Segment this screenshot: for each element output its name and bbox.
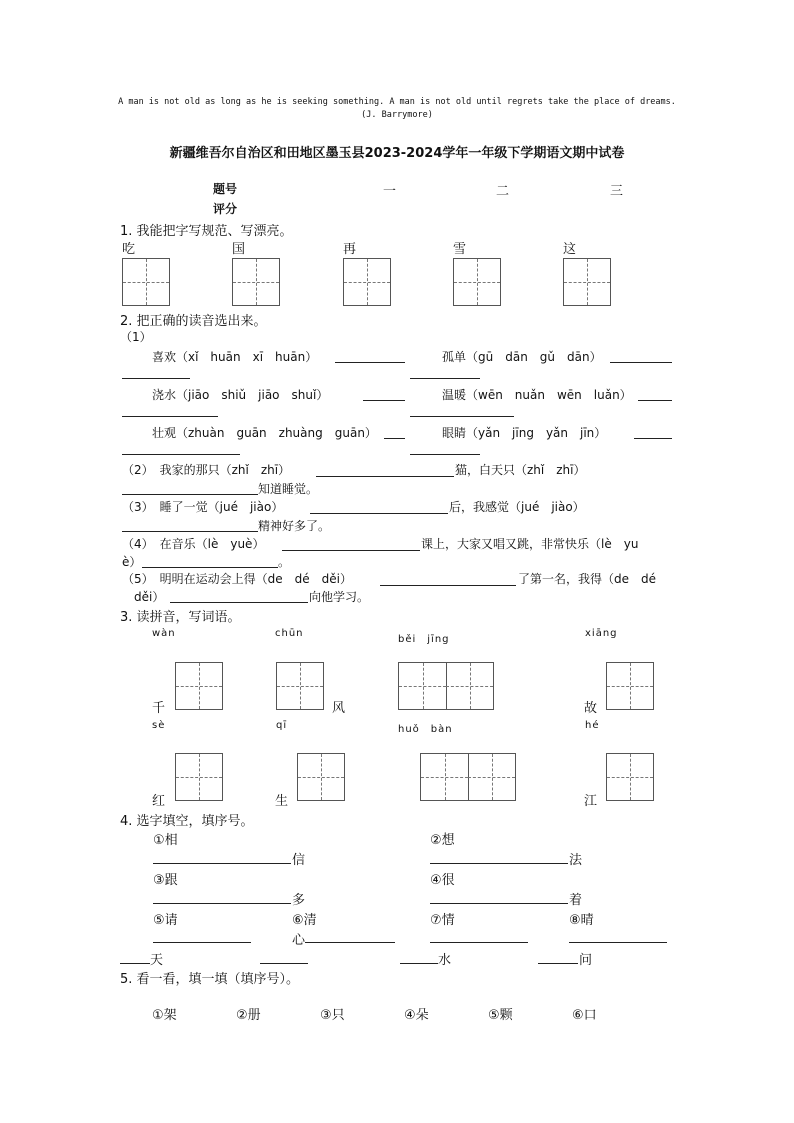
answer-blank[interactable] bbox=[363, 400, 405, 401]
pinyin-label: huǒ bàn bbox=[398, 724, 453, 735]
answer-blank[interactable] bbox=[122, 494, 258, 495]
answer-blank[interactable] bbox=[430, 863, 568, 864]
pinyin-label: xiāng bbox=[585, 628, 618, 639]
answer-blank[interactable] bbox=[142, 567, 278, 568]
q1-char: 雪 bbox=[453, 242, 467, 257]
q2-sentence-5c: děi） bbox=[134, 590, 165, 604]
q2-sentence-3b: 后，我感觉（jué jiào） bbox=[449, 500, 585, 514]
answer-blank[interactable] bbox=[410, 378, 480, 379]
q5-option: ⑤颗 bbox=[488, 1008, 513, 1023]
writing-grid[interactable] bbox=[175, 662, 223, 710]
score-row-label-score: 评分 bbox=[213, 202, 238, 216]
q4-option: ③跟 bbox=[153, 873, 178, 888]
q2-item: 眼睛（yǎn jīng yǎn jīn） bbox=[442, 426, 607, 440]
writing-grid[interactable] bbox=[343, 258, 391, 306]
q2-sentence-3: （3） 睡了一觉（jué jiào） bbox=[122, 500, 284, 514]
score-row-label-number: 题号 bbox=[213, 182, 238, 196]
answer-blank[interactable] bbox=[634, 438, 672, 439]
q2-sentence-5d: 向他学习。 bbox=[309, 590, 370, 604]
q4-option: ⑦情 bbox=[430, 913, 455, 928]
pinyin-label: qī bbox=[276, 720, 288, 731]
q4-word: 多 bbox=[292, 893, 306, 908]
quote-author: (J. Barrymore) bbox=[361, 110, 433, 120]
q1-char: 再 bbox=[343, 242, 357, 257]
word-part: 故 bbox=[584, 701, 598, 716]
answer-blank[interactable] bbox=[122, 416, 218, 417]
q5-option: ①架 bbox=[152, 1008, 177, 1023]
answer-blank[interactable] bbox=[122, 454, 240, 455]
answer-blank[interactable] bbox=[122, 378, 190, 379]
writing-grid[interactable] bbox=[297, 753, 345, 801]
answer-blank[interactable] bbox=[638, 400, 672, 401]
writing-grid[interactable] bbox=[276, 662, 324, 710]
q4-word: 心 bbox=[292, 933, 306, 948]
q2-sentence-3c: 精神好多了。 bbox=[258, 519, 331, 533]
q4-option: ②想 bbox=[430, 833, 455, 848]
answer-blank[interactable] bbox=[384, 438, 405, 439]
word-part: 生 bbox=[275, 794, 289, 809]
word-part: 红 bbox=[152, 794, 166, 809]
score-col-1: 一 bbox=[383, 184, 397, 199]
answer-blank[interactable] bbox=[122, 531, 258, 532]
word-part: 千 bbox=[152, 701, 166, 716]
answer-blank[interactable] bbox=[153, 863, 291, 864]
answer-blank[interactable] bbox=[170, 602, 308, 603]
q5-option: ②册 bbox=[236, 1008, 261, 1023]
q2-sentence-5b: 了第一名，我得（de dé bbox=[518, 572, 657, 586]
writing-grid[interactable] bbox=[122, 258, 170, 306]
q4-option: ④很 bbox=[430, 873, 455, 888]
q4-word: 着 bbox=[569, 893, 583, 908]
answer-blank[interactable] bbox=[310, 513, 448, 514]
score-col-3: 三 bbox=[610, 184, 624, 199]
q3-prompt: 3. 读拼音，写词语。 bbox=[120, 610, 241, 625]
writing-grid-double[interactable] bbox=[420, 753, 516, 801]
q2-item: 温暖（wēn nuǎn wēn luǎn） bbox=[442, 388, 632, 402]
q5-option: ③只 bbox=[320, 1008, 345, 1023]
answer-blank[interactable] bbox=[153, 942, 251, 943]
q4-prompt: 4. 选字填空，填序号。 bbox=[120, 814, 254, 829]
answer-blank[interactable] bbox=[610, 362, 672, 363]
answer-blank[interactable] bbox=[410, 416, 514, 417]
pinyin-label: běi jīng bbox=[398, 634, 450, 645]
q4-option: ⑤请 bbox=[153, 913, 178, 928]
q2-sentence-4b: 课上，大家又唱又跳，非常快乐（lè yu bbox=[421, 537, 639, 551]
q2-sentence-4d: 。 bbox=[278, 555, 291, 569]
pinyin-label: sè bbox=[152, 720, 166, 731]
word-part: 江 bbox=[584, 794, 598, 809]
writing-grid[interactable] bbox=[606, 753, 654, 801]
answer-blank[interactable] bbox=[569, 942, 667, 943]
q1-prompt: 1. 我能把字写规范、写漂亮。 bbox=[120, 224, 293, 239]
word-part: 风 bbox=[332, 701, 346, 716]
q1-char: 这 bbox=[563, 242, 577, 257]
pinyin-label: hé bbox=[585, 720, 600, 731]
answer-blank[interactable] bbox=[400, 963, 438, 964]
answer-blank[interactable] bbox=[282, 550, 420, 551]
q2-part1-label: （1） bbox=[120, 330, 152, 344]
q4-word: 天 bbox=[150, 953, 164, 968]
q2-item: 浇水（jiāo shiǔ jiāo shuǐ） bbox=[152, 388, 329, 402]
q4-option: ⑥清 bbox=[292, 913, 317, 928]
answer-blank[interactable] bbox=[260, 963, 308, 964]
q4-word: 法 bbox=[569, 853, 583, 868]
answer-blank[interactable] bbox=[305, 942, 395, 943]
pinyin-label: wàn bbox=[152, 628, 176, 639]
q2-sentence-4: （4） 在音乐（lè yuè） bbox=[122, 537, 265, 551]
answer-blank[interactable] bbox=[430, 942, 528, 943]
q2-item: 喜欢（xǐ huān xī huān） bbox=[152, 350, 318, 364]
answer-blank[interactable] bbox=[430, 903, 568, 904]
writing-grid[interactable] bbox=[232, 258, 280, 306]
q4-option: ⑧晴 bbox=[569, 913, 594, 928]
q2-sentence-4c: è） bbox=[122, 555, 142, 569]
q4-option: ①相 bbox=[153, 833, 178, 848]
writing-grid[interactable] bbox=[175, 753, 223, 801]
quote-line-1: A man is not old as long as he is seeking something. A man is not old until regrets take the place of dreams. bbox=[118, 97, 676, 107]
q2-sentence-2b: 猫，白天只（zhǐ zhī） bbox=[455, 463, 586, 477]
q5-option: ④朵 bbox=[404, 1008, 429, 1023]
q5-prompt: 5. 看一看，填一填（填序号）。 bbox=[120, 972, 300, 987]
answer-blank[interactable] bbox=[153, 903, 291, 904]
writing-grid[interactable] bbox=[606, 662, 654, 710]
answer-blank[interactable] bbox=[316, 476, 454, 477]
q4-word: 信 bbox=[292, 853, 306, 868]
q2-sentence-2: （2） 我家的那只（zhǐ zhī） bbox=[122, 463, 291, 477]
answer-blank[interactable] bbox=[538, 963, 578, 964]
q2-item: 孤单（gū dān gǔ dān） bbox=[442, 350, 602, 364]
q2-sentence-5: （5） 明明在运动会上得（de dé děi） bbox=[122, 572, 352, 586]
writing-grid[interactable] bbox=[563, 258, 611, 306]
q2-prompt: 2. 把正确的读音选出来。 bbox=[120, 314, 267, 329]
q2-item: 壮观（zhuàn guān zhuàng guān） bbox=[152, 426, 377, 440]
score-col-2: 二 bbox=[496, 184, 510, 199]
writing-grid-double[interactable] bbox=[398, 662, 494, 710]
answer-blank[interactable] bbox=[380, 585, 516, 586]
writing-grid[interactable] bbox=[453, 258, 501, 306]
q2-sentence-2c: 知道睡觉。 bbox=[258, 482, 319, 496]
q1-char: 吃 bbox=[122, 242, 136, 257]
answer-blank[interactable] bbox=[335, 362, 405, 363]
exam-title: 新疆维吾尔自治区和田地区墨玉县2023-2024学年一年级下学期语文期中试卷 bbox=[169, 146, 625, 161]
q4-word: 问 bbox=[579, 953, 593, 968]
answer-blank[interactable] bbox=[120, 963, 150, 964]
q5-option: ⑥口 bbox=[572, 1008, 597, 1023]
pinyin-label: chūn bbox=[275, 628, 304, 639]
q4-word: 水 bbox=[438, 953, 452, 968]
answer-blank[interactable] bbox=[410, 454, 480, 455]
q1-char: 国 bbox=[232, 242, 246, 257]
